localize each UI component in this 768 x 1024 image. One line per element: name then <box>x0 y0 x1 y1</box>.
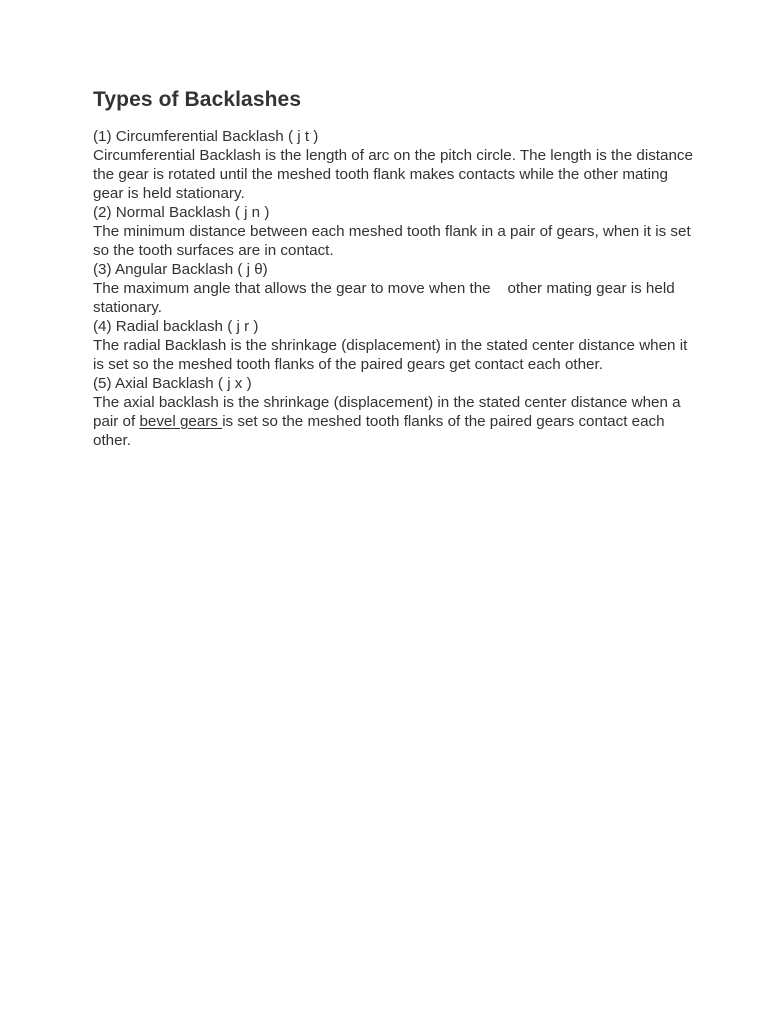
section-body <box>93 393 693 450</box>
section-body: The maximum angle that allows the gear to move when the other mating gear is held stationary. <box>93 280 679 316</box>
section-body: Circumferential Backlash is the length of arc on the pitch circle. The length is the distance the gear is rotated until the meshed tooth flank makes contacts while the other mating gear is held stationary. <box>93 147 693 202</box>
section-body: The radial Backlash is the shrinkage (displacement) in the stated center distance when it is set so the meshed tooth flanks of the paired gears get contact each other. <box>93 337 688 373</box>
section-list <box>93 127 693 450</box>
page-title: Types of Backlashes <box>93 88 302 111</box>
section-axial-backlash <box>93 374 693 450</box>
body-text-before-link: The axial backlash is the shrinkage (displacement) in the stated center distance when a pair of <box>93 394 681 430</box>
section-heading: (4) Radial backlash ( j r ) <box>93 318 259 335</box>
body-text-after-link: is set so the meshed tooth flanks of the paired gears contact each other. <box>93 413 665 449</box>
section-angular-backlash <box>93 260 693 317</box>
section-heading: (3) Angular Backlash ( j θ) <box>93 261 268 278</box>
section-heading: (2) Normal Backlash ( j n ) <box>93 204 270 221</box>
section-heading: (5) Axial Backlash ( j x ) <box>93 375 252 392</box>
section-heading: (1) Circumferential Backlash ( j t ) <box>93 128 319 145</box>
bevel-gears-link[interactable]: bevel gears <box>139 413 223 430</box>
section-normal-backlash <box>93 203 693 260</box>
section-radial-backlash <box>93 317 693 374</box>
section-circumferential-backlash <box>93 127 693 203</box>
section-body: The minimum distance between each meshed tooth flank in a pair of gears, when it is set so the tooth surfaces are in contact. <box>93 223 691 259</box>
document-page <box>93 86 693 450</box>
